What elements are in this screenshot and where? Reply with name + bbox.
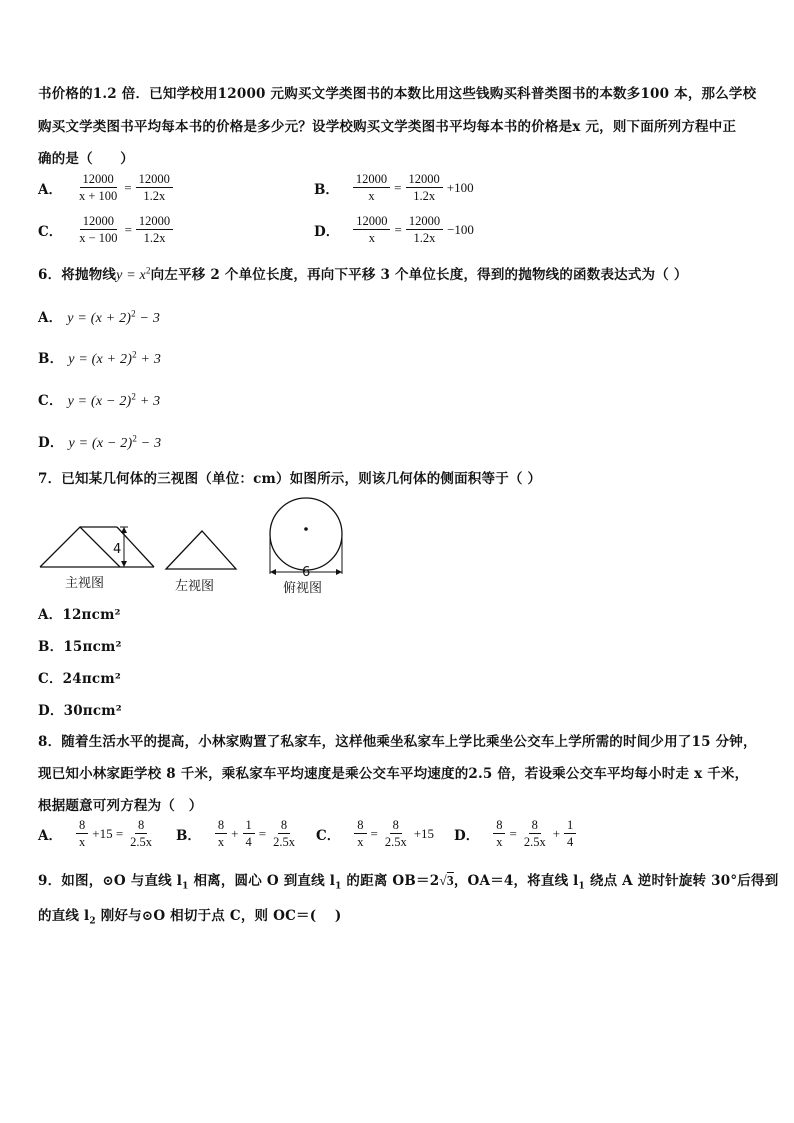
q7-option-b[interactable]: B．15πcm² [38,639,122,655]
q5-option-d[interactable]: D． $\frac{12000}{x}$ = $\frac{12000}{1.2x}$ −100 [314,214,474,245]
top-view-caption: 俯视图 [283,581,323,596]
q7-option-d[interactable]: D．30πcm² [38,703,122,719]
top-view [270,498,342,596]
q8-option-a[interactable]: A． $\frac{8}{x}$ +15 = $\frac{8}{2.5x}$ [38,818,157,849]
q9-line-1: 9．如图，⊙O 与直线 $l_1$ 相离，圆心 O 到直线 $l_1$ 的距离 OB＝2√3，OA＝4，将直线 $l_1$ 绕点 A 逆时针旋转 30°后得到 [38,873,779,892]
q9-line-2: 的直线 $l_2$ 刚好与⊙O 相切于点 C，则 OC＝( ) [38,908,342,927]
fraction: $\frac{12000}{x + 100}$ [78,172,118,203]
q6-option-d[interactable]: D． $y = (x - 2)^2 - 3$ [38,433,162,451]
q5-option-a[interactable]: A． $\frac{12000}{x + 100}$ = $\frac{12000}{1.2x}$ [38,172,175,203]
front-view [40,527,154,591]
side-view [166,531,236,594]
q6-option-a[interactable]: A． $y = (x + 2)^2 - 3$ [38,308,161,326]
fraction: $\frac{8}{2.5x}$ [523,818,546,849]
q8-line-1: 8．随着生活水平的提高，小林家购置了私家车，这样他乘坐私家车上学比乘坐公交车上学所需的时间少用了15 分钟， [38,734,757,750]
fraction: $\frac{12000}{x - 100}$ [79,214,118,245]
q8-line-2: 现已知小林家距学校 8 千米，乘私家车平均速度是乘公交车平均速度的2.5 倍，若设乘公交车平均每小时走 x 千米， [38,766,749,782]
q7-stem: 7．已知某几何体的三视图（单位：cm）如图所示，则该几何体的侧面积等于（ ） [38,471,542,487]
height-label: 4 [113,542,122,557]
fraction: $\frac{12000}{x}$ [353,214,390,245]
q6-option-b[interactable]: B． $y = (x + 2)^2 + 3$ [38,349,162,367]
q8-line-3: 根据题意可列方程为（ ） [38,798,203,814]
fraction: $\frac{12000}{1.2x}$ [406,214,443,245]
fraction: $\frac{12000}{1.2x}$ [136,172,173,203]
q5-option-c[interactable]: C． $\frac{12000}{x - 100}$ = $\frac{12000}{1.2x}$ [38,214,175,245]
q5-line-3: 确的是（ ） [38,151,134,167]
q7-option-c[interactable]: C．24πcm² [38,671,121,687]
sqrt-radicand: 3 [446,873,454,888]
fraction: $\frac{8}{2.5x}$ [273,818,295,849]
q5-line-2: 购买文学类图书平均每本书的价格是多少元？设学校购买文学类图书平均每本书的价格是x 元，则下面所列方程中正 [38,119,737,135]
q8-option-c[interactable]: C． $\frac{8}{x}$ = $\frac{8}{2.5x}$ +15 [316,818,435,849]
q6-option-c[interactable]: C． $y = (x - 2)^2 + 3$ [38,391,161,409]
q5-option-b[interactable]: B． $\frac{12000}{x}$ = $\frac{12000}{1.2x}$ +100 [314,172,474,203]
width-label: 6 [302,565,311,580]
fraction: $\frac{8}{x}$ [493,818,505,849]
fraction: $\frac{1}{4}$ [243,818,255,849]
q8-option-b[interactable]: B． $\frac{8}{x}$ + $\frac{1}{4}$ = $\frac{8}{2.5x}$ [176,818,300,849]
q5-line-1: 书价格的1.2 倍．已知学校用12000 元购买文学类图书的本数比用这些钱购买科普类图书的本数多100 本，那么学校 [38,86,757,102]
fraction: $\frac{12000}{1.2x}$ [136,214,173,245]
fraction: $\frac{8}{x}$ [354,818,366,849]
fraction: $\frac{8}{x}$ [76,818,88,849]
fraction: $\frac{1}{4}$ [564,818,576,849]
three-view-figure [38,494,358,598]
q6-stem: 6．将抛物线$y = x^2$向左平移 2 个单位长度，再向下平移 3 个单位长度，得到的抛物线的函数表达式为（ ） [38,265,688,283]
fraction: $\frac{8}{2.5x}$ [130,818,153,849]
side-view-caption: 左视图 [175,579,215,594]
q7-option-a[interactable]: A．12πcm² [38,607,121,623]
fraction: $\frac{8}{2.5x}$ [384,818,407,849]
q8-option-d[interactable]: D． $\frac{8}{x}$ = $\frac{8}{2.5x}$ + $\frac{1}{4}$ [454,818,578,849]
fraction: $\frac{12000}{1.2x}$ [406,172,443,203]
fraction: $\frac{12000}{x}$ [353,172,390,203]
fraction: $\frac{8}{x}$ [215,818,227,849]
front-view-caption: 主视图 [65,576,105,591]
